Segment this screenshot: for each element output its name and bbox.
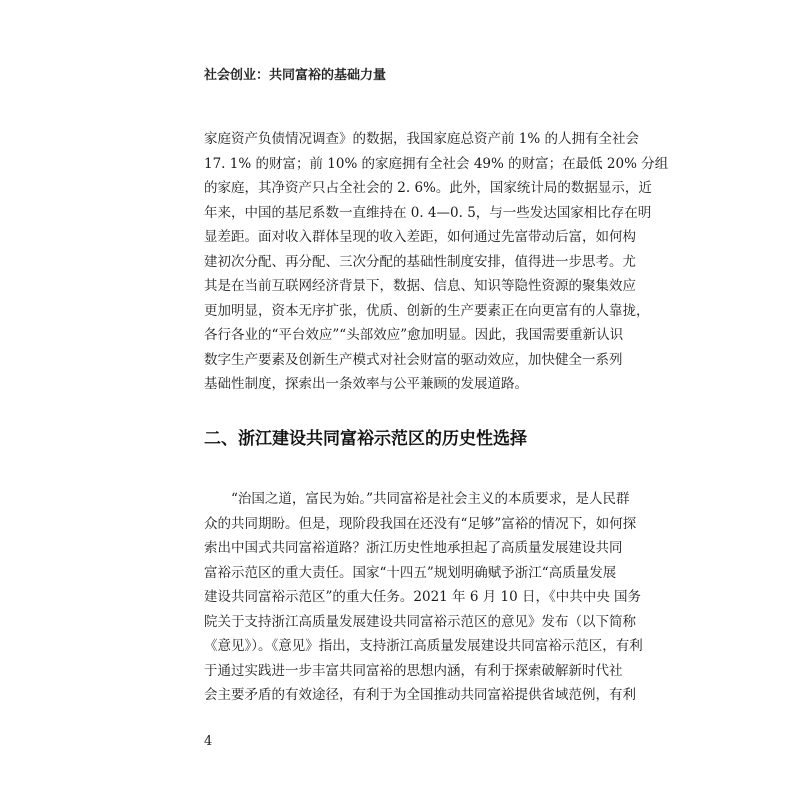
text-line: 更加明显，资本无序扩张，优质、创新的生产要素正在向更富有的人靠拢，: [204, 302, 650, 319]
running-header: 社会创业：共同富裕的基础力量: [204, 68, 387, 83]
text-line: 数字生产要素及创新生产模式对社会财富的驱动效应，加快健全一系列: [204, 351, 623, 368]
text-line: 的家庭，其净资产只占全社会的 2. 6%。此外，国家统计局的数据显示，近: [204, 180, 652, 196]
text-line: 年来，中国的基尼系数一直维持在 0. 4—0. 5，与一些发达国家相比存在明: [204, 204, 652, 221]
text-line: 建设共同富裕示范区”的重大任务。2021 年 6 月 10 日，《中共中央 国务: [204, 589, 642, 605]
text-line: 各行各业的“平台效应”“头部效应”愈加明显。因此，我国需要重新认识: [204, 327, 624, 343]
text-line: 于通过实践进一步丰富共同富裕的思想内涵，有利于探索破解新时代社: [204, 662, 623, 679]
text-line: “治国之道，富民为始。”共同富裕是社会主义的本质要求，是人民群: [231, 491, 630, 507]
text-line: 院关于支持浙江高质量发展建设共同富裕示范区的意见》发布（以下简称: [204, 613, 636, 630]
text-line: 会主要矛盾的有效途径，有利于为全国推动共同富裕提供省域范例，有利: [204, 687, 636, 703]
text-line: 显差距。面对收入群体呈现的收入差距，如何通过先富带动后富，如何构: [204, 229, 636, 245]
text-line: 其是在当前互联网经济背景下，数据、信息、知识等隐性资源的聚集效应: [204, 278, 636, 294]
section-heading: 二、浙江建设共同富裕示范区的历史性选择: [204, 429, 527, 449]
page-number: 4: [204, 734, 213, 749]
text-line: 众的共同期盼。但是，现阶段我国在还没有“足够”富裕的情况下，如何探: [204, 515, 637, 532]
paragraph-zhejiang: [204, 487, 643, 708]
text-line: 富裕示范区的重大责任。国家“十四五”规划明确赋予浙江“高质量发展: [204, 564, 617, 581]
text-line: 建初次分配、再分配、三次分配的基础性制度安排，值得进一步思考。尤: [204, 253, 636, 270]
text-line: 基础性制度，探索出一条效率与公平兼顾的发展道路。: [204, 376, 528, 392]
text-line: 家庭资产负债情况调查》的数据，我国家庭总资产前 1% 的人拥有全社会: [204, 131, 639, 147]
text-line: 《意见》）。《意见》指出，支持浙江高质量发展建设共同富裕示范区，有利: [204, 638, 643, 654]
text-line: 索出中国式共同富裕道路？浙江历史性地承担起了高质量发展建设共同: [204, 540, 623, 556]
paragraph-income-gap: [204, 127, 669, 397]
text-line: 17. 1% 的财富；前 10% 的家庭拥有全社会 49% 的财富；在最低 20% 分组: [204, 155, 669, 172]
